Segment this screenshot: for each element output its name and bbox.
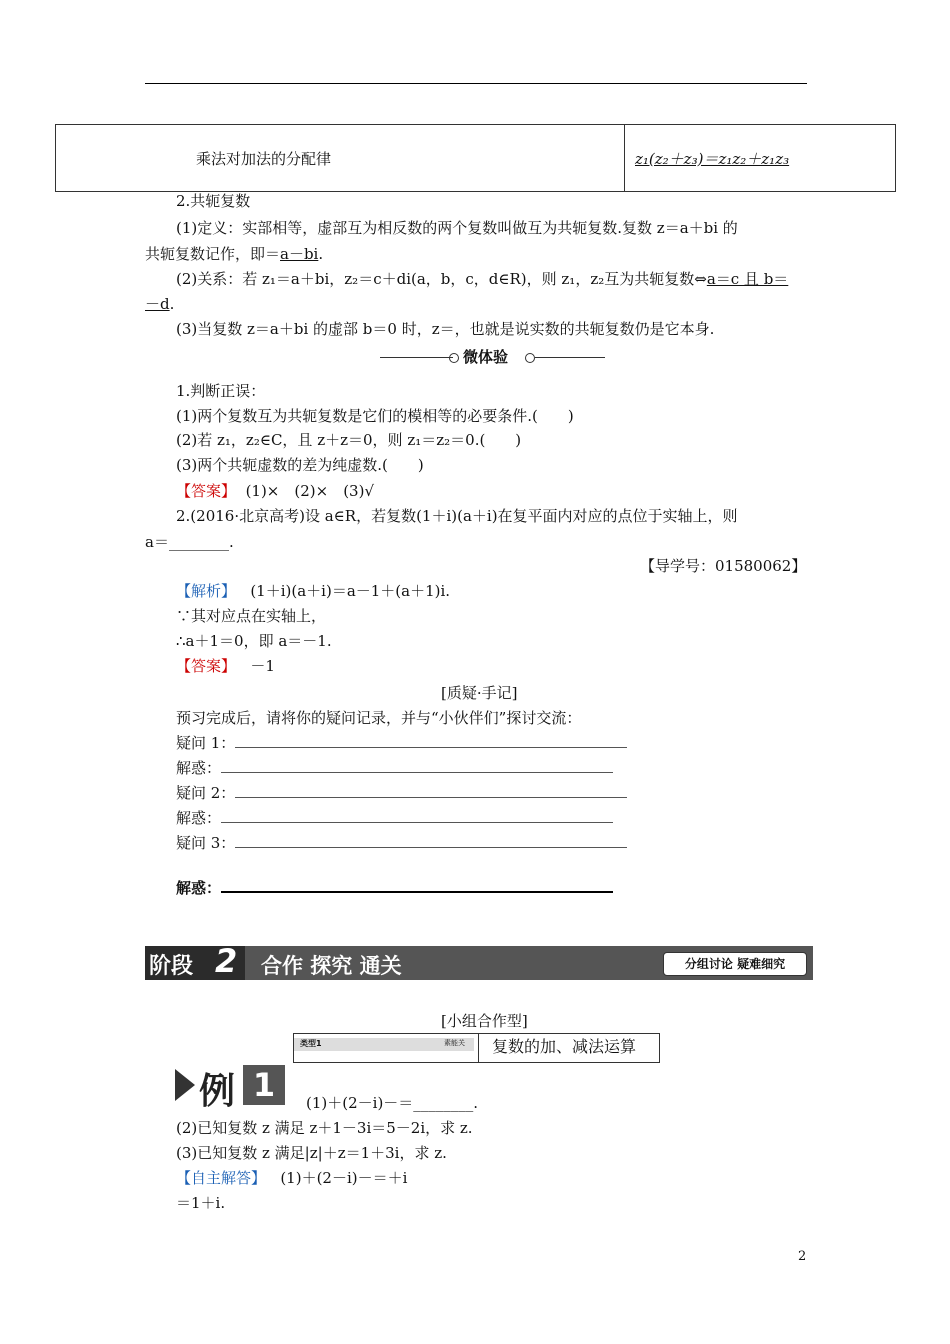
divider-right — [535, 357, 605, 358]
notes-title: [质疑·手记] — [441, 684, 518, 702]
stage-label: 阶段 — [149, 954, 194, 979]
stage-title: 合作 探究 通关 — [261, 954, 402, 978]
top-rule — [145, 83, 807, 84]
example-p2: (2)已知复数 z 满足 z＋1－3i＝5－2i，求 z. — [176, 1119, 473, 1137]
notes-q2: 疑问 2： — [176, 783, 627, 803]
q2-answer: 【答案】 －1 — [176, 657, 275, 675]
group-title: [小组合作型] — [441, 1012, 528, 1030]
q2-line1: 2.(2016·北京高考)设 a∈R，若复数(1＋i)(a＋i)在复平面内对应的点位于实轴上，则 — [176, 507, 738, 525]
type-box — [293, 1033, 660, 1063]
example-solution-2: ＝1＋i. — [176, 1194, 226, 1212]
notes-q3: 疑问 3： — [176, 833, 627, 853]
q2-step1: ∵其对应点在实轴上， — [176, 607, 327, 625]
q1-answer: 【答案】 (1)× (2)× (3)√ — [176, 482, 375, 500]
micro-title: 微体验 — [463, 348, 509, 366]
conj-def-line1: (1)定义：实部相等，虚部互为相反数的两个复数叫做互为共轭复数.复数 z＝a＋bi 的 — [176, 219, 738, 237]
notes-a1: 解惑： — [176, 758, 613, 778]
q2-line2: a＝________. — [145, 533, 234, 551]
example-solution: 【自主解答】 (1)＋(2－i)－＝＋i — [176, 1169, 408, 1187]
type-box-divider — [478, 1034, 479, 1062]
q1-s2: (2)若 z₁，z₂∈C，且 z＋z＝0，则 z₁＝z₂＝0.( ) — [176, 431, 522, 449]
q2-jiexi: 【解析】 (1＋i)(a＋i)＝a－1＋(a＋1)i. — [176, 582, 451, 600]
type-label: 复数的加、减法运算 — [492, 1037, 637, 1056]
q1-s1: (1)两个复数互为共轭复数是它们的模相等的必要条件.( ) — [176, 407, 574, 425]
conj-def-line2: 共轭复数记作，即＝a－bi. — [145, 245, 324, 263]
stage-subtitle: 分组讨论 疑难细究 — [663, 952, 807, 976]
property-name: 乘法对加法的分配律 — [56, 125, 625, 192]
stage-number: 2 — [215, 942, 238, 980]
conj-note: (3)当复数 z＝a＋bi 的虚部 b＝0 时，z＝，也就是说实数的共轭复数仍是它本身. — [176, 320, 715, 338]
property-table — [55, 124, 896, 192]
example-p1: (1)＋(2－i)－＝________. — [306, 1094, 479, 1112]
q2-step2: ∴a＋1＝0，即 a＝－1. — [176, 632, 332, 650]
example-char: 例 — [199, 1071, 236, 1112]
example-number: 1 — [243, 1065, 285, 1105]
divider-left — [380, 357, 453, 358]
example-arrow-icon — [175, 1069, 195, 1101]
notes-a2: 解惑： — [176, 808, 613, 828]
divider-circle-right — [525, 353, 535, 363]
q1-s3: (3)两个共轭虚数的差为纯虚数.( ) — [176, 456, 424, 474]
conj-title: 2.共轭复数 — [176, 192, 251, 210]
example-badge — [175, 1065, 285, 1112]
type-tag: 类型1 — [300, 1039, 322, 1048]
property-formula: z₁(z₂＋z₃)＝z₁z₂＋z₁z₃ — [625, 125, 896, 192]
q1-title: 1.判断正误： — [176, 382, 266, 400]
type-small: 素能关 — [444, 1039, 465, 1047]
notes-q1: 疑问 1： — [176, 733, 627, 753]
divider-circle-left — [449, 353, 459, 363]
notes-intro: 预习完成后，请将你的疑问记录，并与“小伙伴们”探讨交流： — [176, 709, 582, 727]
page-number: 2 — [798, 1249, 807, 1264]
example-p3: (3)已知复数 z 满足|z|＋z＝1＋3i，求 z. — [176, 1144, 447, 1162]
conj-rel-line1: (2)关系：若 z₁＝a＋bi，z₂＝c＋di(a，b，c，d∈R)，则 z₁，z₂互为共轭复数⇔a＝c 且 b＝ — [176, 270, 789, 288]
notes-a3: 解惑： — [176, 877, 613, 898]
conj-rel-line2: －d. — [145, 295, 175, 313]
q2-code: 【导学号：01580062】 — [640, 557, 807, 575]
stage-banner — [145, 942, 813, 980]
